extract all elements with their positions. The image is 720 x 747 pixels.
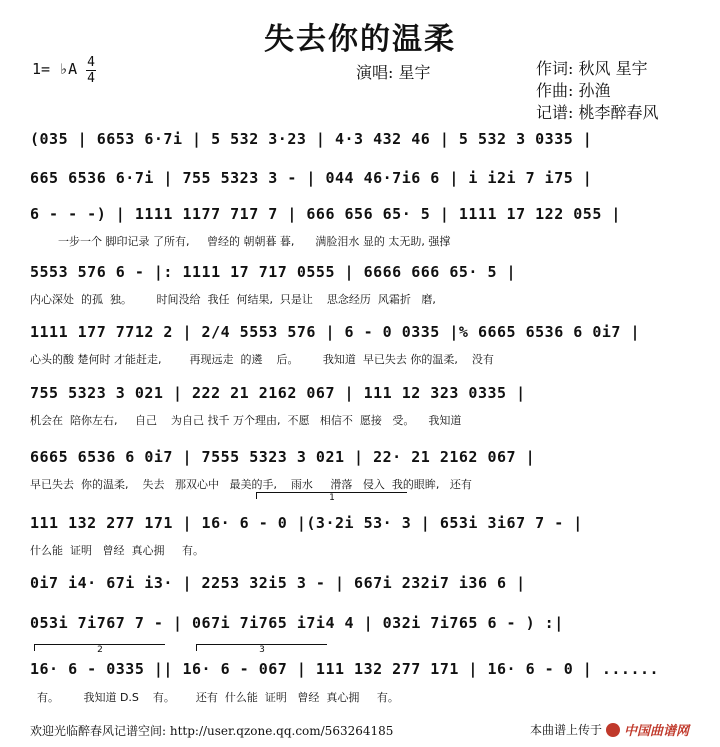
site-logo-icon — [606, 723, 620, 737]
volta-1-label: 1 — [329, 493, 335, 503]
score-row-6-notes: 755 5323 3 021 | 222 21 2162 067 | 111 12 323 0335 | — [30, 384, 526, 402]
score-row-8-notes: 111 132 277 171 | 16· 6 - 0 |(3·2i 53· 3 | 653i 3i67 7 - | — [30, 514, 583, 532]
song-title: 失去你的温柔 — [264, 22, 456, 57]
score-row-6-lyrics: 机会在 陪你左右, 自己 为自己 找千 万个理由, 不愿 相信不 愿接 受。 我知道 — [30, 414, 462, 427]
volta-2-label: 2 — [97, 645, 103, 655]
score-row-10-notes: 053i 7i767 7 - | 067i 7i765 i7i4 4 | 032i 7i765 6 - ) :| — [30, 614, 564, 632]
composer-credit: 作曲: 孙渔 — [536, 81, 611, 100]
score-row-2-notes: 665 6536 6·7i | 755 5323 3 - | 044 46·7i6 6 | i i2i 7 i75 | — [30, 169, 593, 187]
score-row-8-lyrics: 什么能 证明 曾经 真心拥 有。 — [30, 544, 204, 557]
volta-3-bracket — [196, 644, 327, 655]
score-row-1-notes: (035 | 6653 6·7i | 5 532 3·23 | 4·3 432 46 | 5 532 3 0335 | — [30, 130, 593, 148]
volta-1-bracket — [256, 492, 407, 503]
score-row-11-notes: 16· 6 - 0335 || 16· 6 - 067 | 111 132 277 171 | 16· 6 - 0 | ...... — [30, 660, 660, 678]
score-row-9-notes: 0i7 i4· 67i i3· | 2253 32i5 3 - | 667i 232i7 i36 6 | — [30, 574, 526, 592]
site-name: 中国曲谱网 — [624, 724, 690, 739]
volta-2-bracket — [34, 644, 165, 655]
welcome-text: 欢迎光临醉春风记谱空间: http://user.qzone.qq.com/563264185 — [30, 724, 394, 738]
score-row-4-notes: 5553 576 6 - |: 1111 17 717 0555 | 6666 666 65· 5 | — [30, 263, 517, 281]
score-row-7-notes: 6665 6536 6 0i7 | 7555 5323 3 021 | 22· 21 2162 067 | — [30, 448, 536, 466]
lyricist-credit: 作词: 秋风 星宇 — [536, 59, 648, 78]
score-row-3-notes: 6 - - -) | 1111 1177 717 7 | 666 656 65· 5 | 1111 17 122 055 | — [30, 205, 621, 223]
time-signature — [86, 56, 96, 85]
uploaded-label: 本曲谱上传于 — [530, 723, 603, 737]
score-row-3-lyrics: 一步一个 脚印记录 了所有, 曾经的 朝朝暮 暮, 满脸泪水 显的 太无助, 强撑 — [30, 235, 451, 248]
transcriber-credit: 记谱: 桃李醉春风 — [536, 103, 659, 122]
upload-credit — [530, 720, 689, 739]
time-top: 4 — [87, 55, 95, 70]
score-row-4-lyrics: 内心深处 的孤 独。 时间没给 我任 何结果, 只是让 思念经历 风霜折 磨, — [30, 293, 436, 306]
credits-block — [536, 58, 658, 124]
score-row-5-lyrics: 心头的酸 楚何时 才能赶走, 再现远走 的遴 后。 我知道 早已失去 你的温柔, 没有 — [30, 353, 494, 366]
key-signature: 1= ♭A — [32, 60, 78, 78]
score-row-5-notes: 1111 177 7712 2 | 2/4 5553 576 | 6 - 0 0335 |% 6665 6536 6 0i7 | — [30, 323, 640, 341]
score-row-7-lyrics: 早已失去 你的温柔, 失去 那双心中 最美的手, 雨水 滑落 侵入 我的眼眸, 还有 — [30, 478, 472, 491]
time-bottom: 4 — [87, 71, 95, 86]
score-row-11-lyrics: 有。 我知道 D.S 有。 还有 什么能 证明 曾经 真心拥 有。 — [30, 691, 399, 704]
volta-3-label: 3 — [259, 645, 265, 655]
singer-credit: 演唱: 星宇 — [356, 63, 431, 82]
